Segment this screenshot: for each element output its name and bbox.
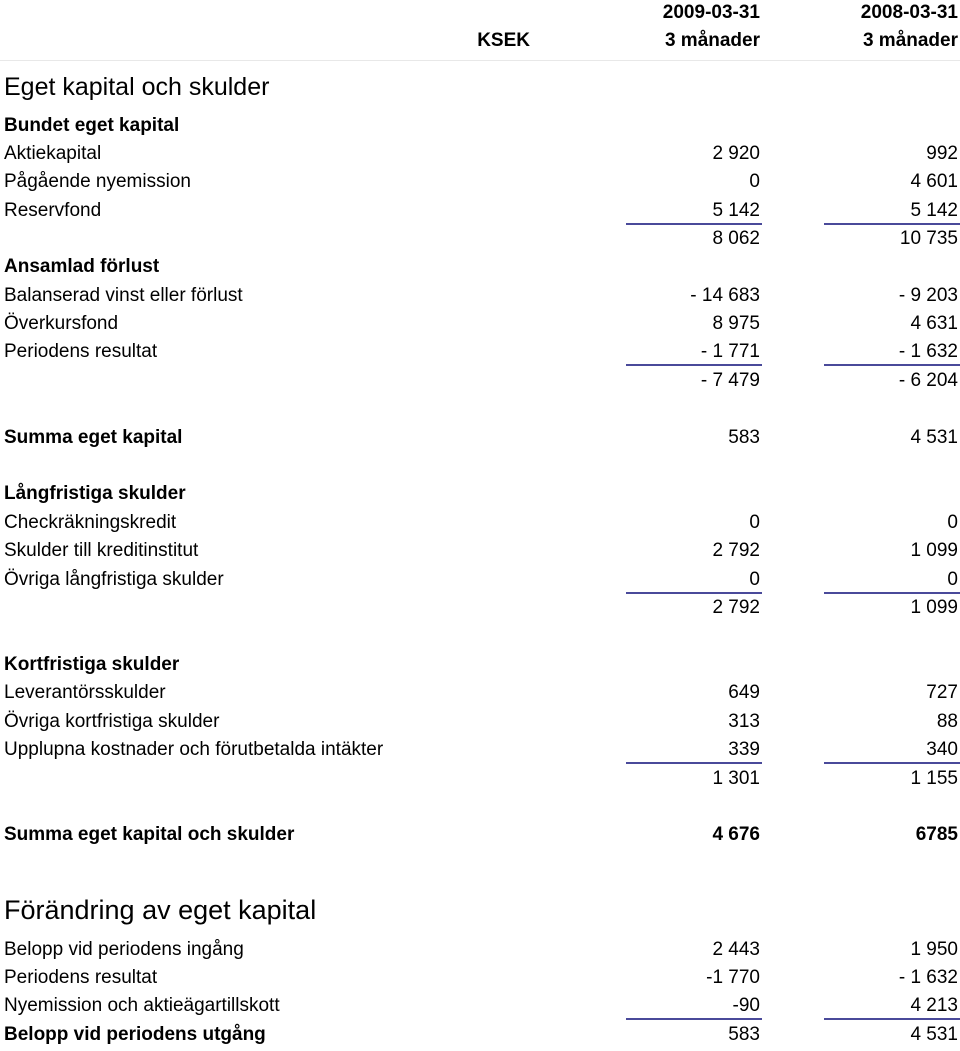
row-label: Balanserad vinst eller förlust bbox=[4, 285, 243, 306]
subtotal-value-2009: 8 062 bbox=[712, 228, 760, 249]
table-row bbox=[0, 679, 960, 707]
col2-period-header: 3 månader bbox=[862, 30, 958, 51]
group-heading-label: Långfristiga skulder bbox=[4, 483, 186, 504]
subtotal-value-2008: 1 155 bbox=[910, 768, 958, 789]
row-value-2008: 4 213 bbox=[910, 995, 958, 1016]
grand-total-value-2008: 6785 bbox=[915, 824, 958, 845]
total-value-2008: 4 531 bbox=[910, 427, 958, 448]
row-value-2008: 340 bbox=[926, 739, 958, 760]
group-heading-label: Bundet eget kapital bbox=[4, 115, 180, 136]
table-row bbox=[0, 168, 960, 196]
row-value-2008: - 1 632 bbox=[898, 341, 958, 362]
row-value-2009: 2 920 bbox=[712, 143, 760, 164]
row-value-2009: -1 770 bbox=[706, 967, 760, 988]
row-value-2009: 5 142 bbox=[712, 200, 760, 221]
closing-balance-value-2009: 583 bbox=[728, 1024, 760, 1045]
row-value-2009: -90 bbox=[732, 995, 760, 1016]
row-value-2008: - 9 203 bbox=[898, 285, 958, 306]
unit-header: KSEK bbox=[477, 30, 530, 51]
group-heading bbox=[0, 480, 960, 508]
table-row bbox=[0, 708, 960, 736]
total-value-2009: 583 bbox=[728, 427, 760, 448]
row-label: Övriga långfristiga skulder bbox=[4, 569, 224, 590]
row-label: Nyemission och aktieägartillskott bbox=[4, 995, 280, 1016]
row-label: Upplupna kostnader och förutbetalda intäkter bbox=[4, 739, 384, 760]
table-row bbox=[0, 197, 960, 225]
row-value-2009: 8 975 bbox=[712, 313, 760, 334]
table-row bbox=[0, 936, 960, 964]
table-row bbox=[0, 566, 960, 594]
subtotal-rule bbox=[824, 364, 960, 366]
subtotal-rule bbox=[824, 1018, 960, 1020]
row-value-2009: 339 bbox=[728, 739, 760, 760]
subtotal-row bbox=[0, 225, 960, 253]
subtotal-row bbox=[0, 765, 960, 793]
subtotal-value-2008: - 6 204 bbox=[898, 370, 958, 391]
total-label: Summa eget kapital bbox=[4, 427, 183, 448]
subtotal-rule bbox=[824, 762, 960, 764]
total-row-equity bbox=[0, 424, 960, 452]
group-heading-label: Ansamlad förlust bbox=[4, 256, 160, 277]
table-row bbox=[0, 338, 960, 366]
row-value-2009: 0 bbox=[749, 569, 760, 590]
table-row bbox=[0, 736, 960, 764]
row-value-2009: 2 792 bbox=[712, 540, 760, 561]
closing-balance-value-2008: 4 531 bbox=[910, 1024, 958, 1045]
row-value-2008: 4 631 bbox=[910, 313, 958, 334]
row-value-2009: - 1 771 bbox=[700, 341, 760, 362]
subtotal-rule bbox=[626, 364, 762, 366]
table-row bbox=[0, 140, 960, 168]
group-heading-label: Kortfristiga skulder bbox=[4, 654, 180, 675]
subtotal-value-2008: 10 735 bbox=[899, 228, 958, 249]
row-value-2008: 992 bbox=[926, 143, 958, 164]
row-value-2008: 1 950 bbox=[910, 939, 958, 960]
row-value-2008: 5 142 bbox=[910, 200, 958, 221]
row-label: Periodens resultat bbox=[4, 967, 158, 988]
subtotal-rule bbox=[626, 1018, 762, 1020]
row-label: Pågående nyemission bbox=[4, 171, 191, 192]
section-title-equity-liabilities: Eget kapital och skulder bbox=[4, 73, 270, 101]
subtotal-row bbox=[0, 367, 960, 395]
subtotal-value-2008: 1 099 bbox=[910, 597, 958, 618]
grand-total-label: Summa eget kapital och skulder bbox=[4, 824, 295, 845]
col1-date-header: 2009-03-31 bbox=[662, 2, 760, 23]
grand-total-value-2009: 4 676 bbox=[712, 824, 760, 845]
subtotal-row bbox=[0, 594, 960, 622]
row-value-2008: 1 099 bbox=[910, 540, 958, 561]
group-heading bbox=[0, 112, 960, 140]
row-value-2009: 313 bbox=[728, 711, 760, 732]
table-row bbox=[0, 964, 960, 992]
table-row bbox=[0, 282, 960, 310]
subtotal-value-2009: - 7 479 bbox=[700, 370, 760, 391]
row-label: Leverantörsskulder bbox=[4, 682, 166, 703]
row-label: Övriga kortfristiga skulder bbox=[4, 711, 220, 732]
row-value-2008: 727 bbox=[926, 682, 958, 703]
section-title-equity-change: Förändring av eget kapital bbox=[4, 895, 317, 925]
subtotal-value-2009: 2 792 bbox=[712, 597, 760, 618]
grand-total-row bbox=[0, 821, 960, 849]
row-value-2009: 0 bbox=[749, 512, 760, 533]
row-value-2008: 0 bbox=[947, 512, 958, 533]
col1-period-header: 3 månader bbox=[664, 30, 760, 51]
row-value-2008: - 1 632 bbox=[898, 967, 958, 988]
group-heading bbox=[0, 253, 960, 281]
closing-balance-row bbox=[0, 1021, 960, 1049]
row-value-2009: 0 bbox=[749, 171, 760, 192]
row-label: Överkursfond bbox=[4, 313, 119, 334]
row-value-2008: 88 bbox=[936, 711, 958, 732]
row-label: Reservfond bbox=[4, 200, 102, 221]
row-value-2008: 4 601 bbox=[910, 171, 958, 192]
row-label: Periodens resultat bbox=[4, 341, 158, 362]
header-divider bbox=[0, 60, 960, 61]
table-row bbox=[0, 537, 960, 565]
table-row bbox=[0, 992, 960, 1020]
row-value-2009: 649 bbox=[728, 682, 760, 703]
subtotal-rule bbox=[626, 762, 762, 764]
group-heading bbox=[0, 651, 960, 679]
row-label: Skulder till kreditinstitut bbox=[4, 540, 199, 561]
closing-balance-label: Belopp vid periodens utgång bbox=[4, 1024, 266, 1045]
row-value-2008: 0 bbox=[947, 569, 958, 590]
row-label: Aktiekapital bbox=[4, 143, 102, 164]
col2-date-header: 2008-03-31 bbox=[860, 2, 958, 23]
row-label: Checkräkningskredit bbox=[4, 512, 177, 533]
table-row bbox=[0, 310, 960, 338]
row-label: Belopp vid periodens ingång bbox=[4, 939, 244, 960]
subtotal-value-2009: 1 301 bbox=[712, 768, 760, 789]
row-value-2009: 2 443 bbox=[712, 939, 760, 960]
table-row bbox=[0, 509, 960, 537]
row-value-2009: - 14 683 bbox=[690, 285, 760, 306]
